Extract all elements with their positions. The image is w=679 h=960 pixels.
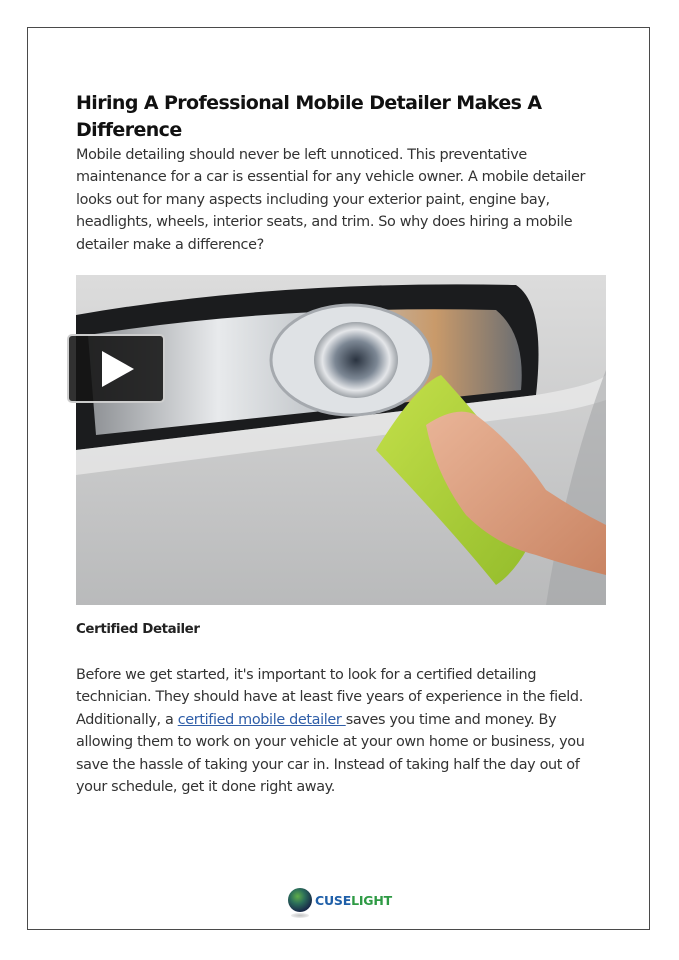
section-heading: Certified Detailer (76, 622, 200, 637)
logo-text-cuse: CUSE (315, 892, 352, 908)
paragraph-text-before-link: Before we get started, it's important to look for a certified detailing technician. They should have at least five years of experience in the field. Additionally, a (76, 667, 583, 728)
car-headlight-image (76, 275, 606, 605)
section-paragraph (76, 664, 606, 798)
article-title: Hiring A Professional Mobile Detailer Makes A Difference (76, 92, 542, 141)
paragraph-text-after-link: saves you time and money. By allowing them to work on your vehicle at your own home or business, you save the hassle of taking your car in. Instead of taking half the day out of your schedule, get it done right away. (76, 711, 585, 796)
cuselight-logo[interactable] (288, 884, 392, 916)
globe-icon (288, 888, 312, 912)
intro-paragraph: Mobile detailing should never be left unnoticed. This preventative maintenance for a car is essential for any vehicle owner. A mobile detailer looks out for many aspects including your exterior paint, engine bay, headlights, wheels, interior seats, and trim. So why does hiring a mobile detailer make a difference? (76, 147, 586, 253)
logo-text (315, 893, 392, 908)
logo-text-light: LIGHT (351, 892, 392, 908)
play-button[interactable] (67, 334, 165, 403)
certified-mobile-detailer-link[interactable]: certified mobile detailer (177, 711, 346, 728)
article-header (76, 90, 616, 256)
hero-video-thumbnail[interactable] (76, 275, 606, 605)
play-icon (100, 349, 136, 389)
